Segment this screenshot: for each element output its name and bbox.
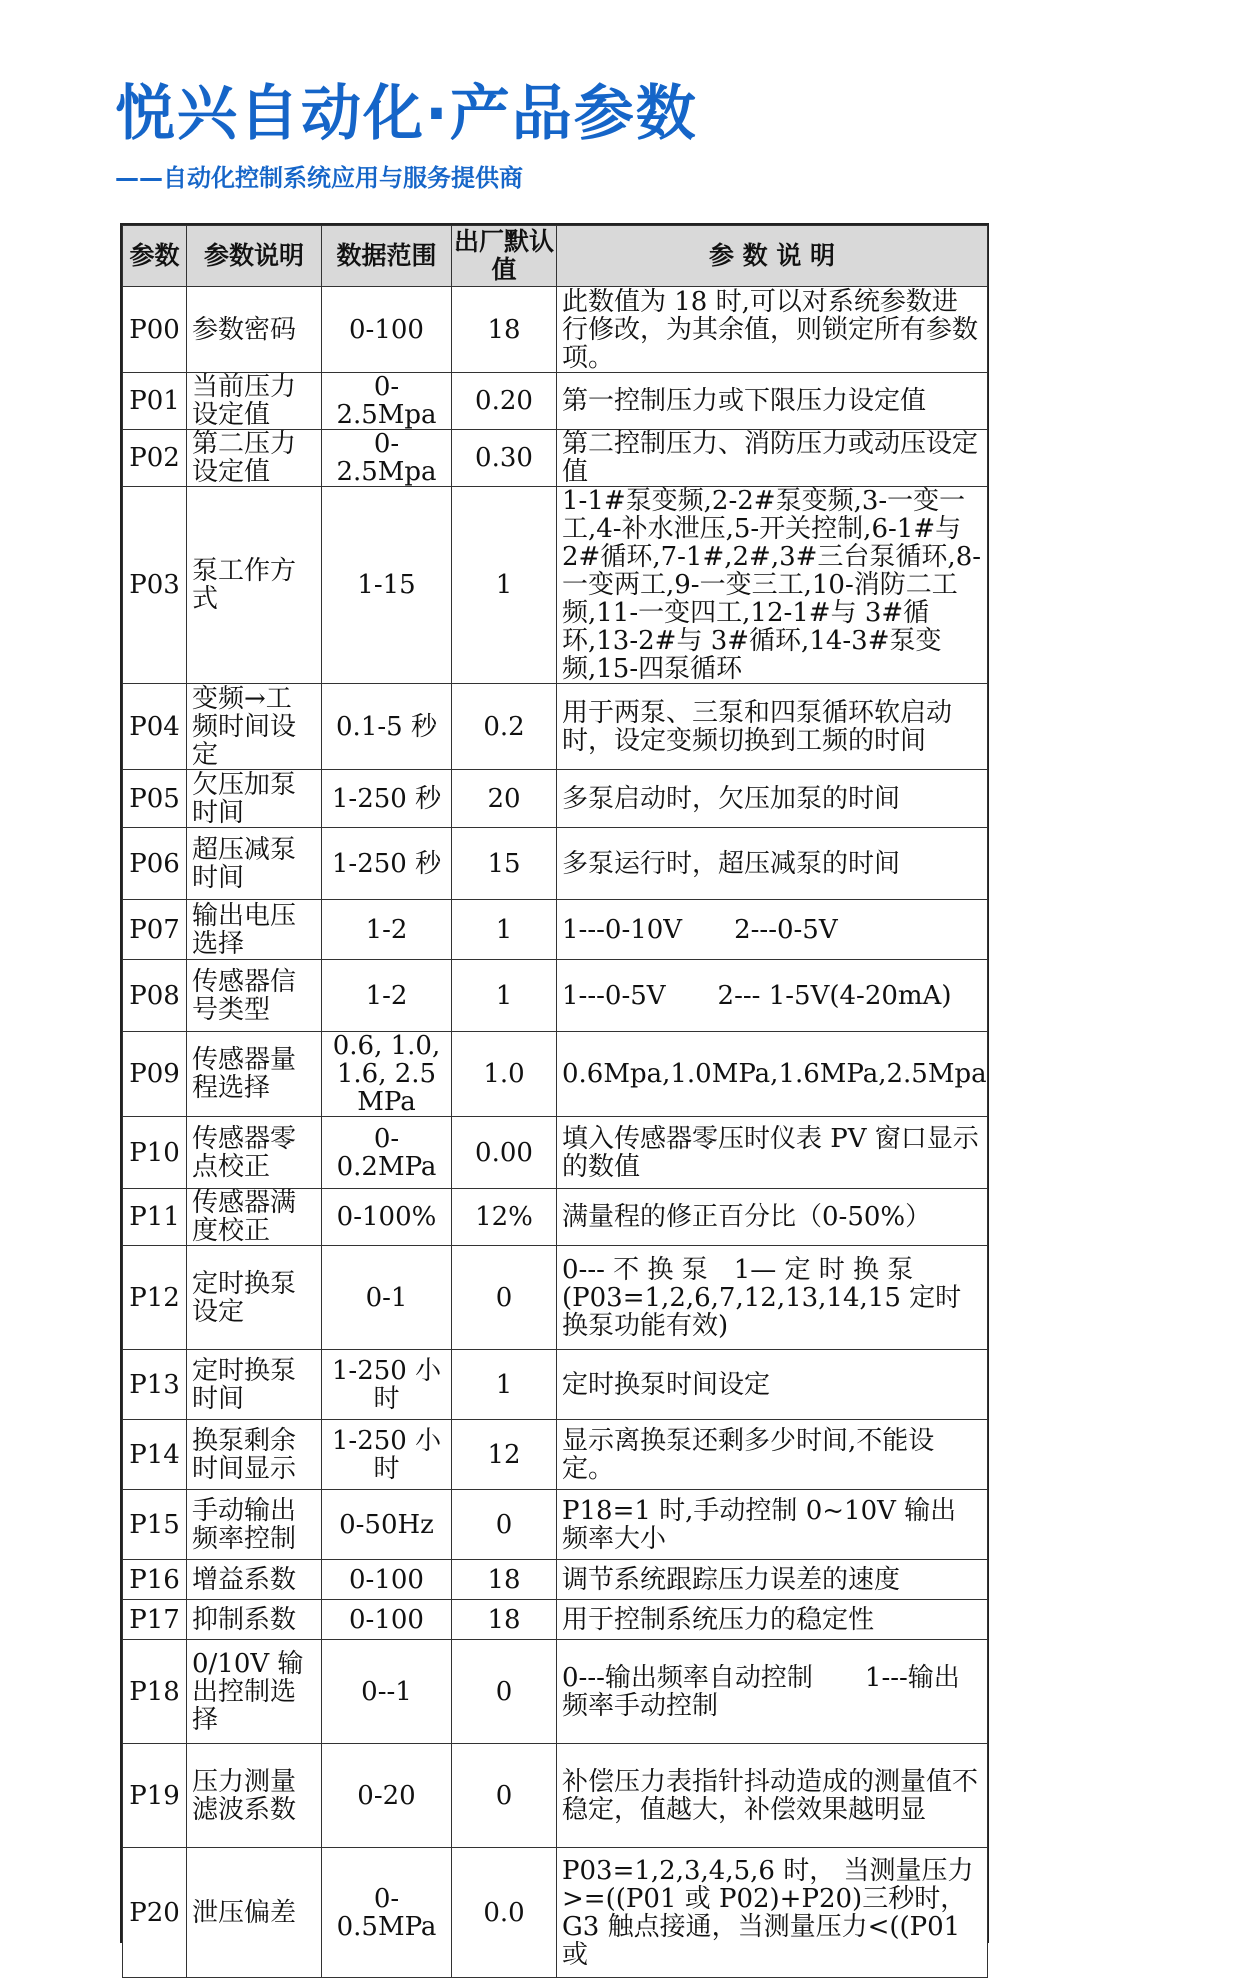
table-row bbox=[123, 1560, 988, 1600]
parameter-table-container bbox=[120, 223, 989, 1970]
cell-desc: 第一控制压力或下限压力设定值 bbox=[557, 373, 988, 430]
table-row bbox=[123, 1350, 988, 1420]
cell-desc: 第二控制压力、消防压力或动压设定值 bbox=[557, 430, 988, 487]
cell-name: 手动输出频率控制 bbox=[187, 1490, 322, 1560]
cell-name: 欠压加泵时间 bbox=[187, 770, 322, 828]
header-default: 出厂默认值 bbox=[452, 226, 557, 287]
cell-name: 超压减泵时间 bbox=[187, 828, 322, 900]
cell-code: P06 bbox=[123, 828, 187, 900]
cell-def: 0.20 bbox=[452, 373, 557, 430]
cell-range: 0-50Hz bbox=[322, 1490, 452, 1560]
cell-range: 1-250 小时 bbox=[322, 1350, 452, 1420]
cell-code: P15 bbox=[123, 1490, 187, 1560]
cell-name: 传感器信号类型 bbox=[187, 960, 322, 1032]
cell-range: 0-2.5Mpa bbox=[322, 373, 452, 430]
cell-code: P04 bbox=[123, 684, 187, 770]
cell-name: 0/10V 输出控制选择 bbox=[187, 1640, 322, 1744]
cell-name: 泄压偏差 bbox=[187, 1848, 322, 1978]
cell-desc: 0---输出频率自动控制 1---输出频率手动控制 bbox=[557, 1640, 988, 1744]
cell-name: 第二压力设定值 bbox=[187, 430, 322, 487]
cell-code: P03 bbox=[123, 487, 187, 684]
cell-code: P10 bbox=[123, 1117, 187, 1189]
cell-code: P17 bbox=[123, 1600, 187, 1640]
cell-range: 1-250 秒 bbox=[322, 770, 452, 828]
header-name: 参数说明 bbox=[187, 226, 322, 287]
cell-desc: 显示离换泵还剩多少时间,不能设定。 bbox=[557, 1420, 988, 1490]
cell-def: 1 bbox=[452, 487, 557, 684]
cell-desc: 多泵启动时，欠压加泵的时间 bbox=[557, 770, 988, 828]
table-row bbox=[123, 287, 988, 373]
cell-range: 0-0.5MPa bbox=[322, 1848, 452, 1978]
cell-code: P08 bbox=[123, 960, 187, 1032]
cell-name: 换泵剩余时间显示 bbox=[187, 1420, 322, 1490]
cell-def: 0 bbox=[452, 1246, 557, 1350]
cell-range: 0-100 bbox=[322, 1600, 452, 1640]
cell-name: 定时换泵设定 bbox=[187, 1246, 322, 1350]
cell-range: 0-2.5Mpa bbox=[322, 430, 452, 487]
cell-code: P01 bbox=[123, 373, 187, 430]
cell-name: 传感器零点校正 bbox=[187, 1117, 322, 1189]
cell-name: 抑制系数 bbox=[187, 1600, 322, 1640]
cell-def: 18 bbox=[452, 287, 557, 373]
cell-desc: 1---0-5V 2--- 1-5V(4-20mA) bbox=[557, 960, 988, 1032]
cell-def: 20 bbox=[452, 770, 557, 828]
table-row bbox=[123, 1117, 988, 1189]
cell-range: 0-100 bbox=[322, 1560, 452, 1600]
cell-desc: 0--- 不 换 泵 1— 定 时 换 泵(P03=1,2,6,7,12,13,14,15 定时换泵功能有效) bbox=[557, 1246, 988, 1350]
table-row bbox=[123, 1490, 988, 1560]
page-title: 悦兴自动化·产品参数 bbox=[115, 79, 698, 149]
cell-code: P13 bbox=[123, 1350, 187, 1420]
cell-range: 0.1-5 秒 bbox=[322, 684, 452, 770]
cell-code: P00 bbox=[123, 287, 187, 373]
header bbox=[115, 78, 698, 193]
cell-def: 0.0 bbox=[452, 1848, 557, 1978]
table-row bbox=[123, 900, 988, 960]
cell-code: P11 bbox=[123, 1189, 187, 1246]
cell-code: P12 bbox=[123, 1246, 187, 1350]
cell-desc: 调节系统跟踪压力误差的速度 bbox=[557, 1560, 988, 1600]
table-row bbox=[123, 1744, 988, 1848]
table-row bbox=[123, 1600, 988, 1640]
cell-desc: 用于两泵、三泵和四泵循环软启动时，设定变频切换到工频的时间 bbox=[557, 684, 988, 770]
cell-code: P20 bbox=[123, 1848, 187, 1978]
table-row bbox=[123, 960, 988, 1032]
cell-code: P16 bbox=[123, 1560, 187, 1600]
cell-desc: 1-1#泵变频,2-2#泵变频,3-一变一工,4-补水泄压,5-开关控制,6-1#与2#循环,7-1#,2#,3#三台泵循环,8-一变两工,9-一变三工,10-消防二工频,11-一变四工,12-1#与 3#循环,13-2#与 3#循环,14-3#泵变频,15-四泵循环 bbox=[557, 487, 988, 684]
page-subtitle: ——自动化控制系统应用与服务提供商 bbox=[115, 164, 523, 192]
cell-range: 1-250 小时 bbox=[322, 1420, 452, 1490]
cell-name: 传感器量程选择 bbox=[187, 1032, 322, 1117]
table-header-row bbox=[123, 226, 988, 287]
cell-name: 输出电压选择 bbox=[187, 900, 322, 960]
cell-range: 0-100 bbox=[322, 287, 452, 373]
cell-def: 1 bbox=[452, 1350, 557, 1420]
cell-name: 增益系数 bbox=[187, 1560, 322, 1600]
cell-def: 1 bbox=[452, 900, 557, 960]
cell-desc: 多泵运行时，超压减泵的时间 bbox=[557, 828, 988, 900]
cell-name: 传感器满度校正 bbox=[187, 1189, 322, 1246]
cell-name: 定时换泵时间 bbox=[187, 1350, 322, 1420]
cell-name: 变频→工频时间设定 bbox=[187, 684, 322, 770]
cell-name: 参数密码 bbox=[187, 287, 322, 373]
cell-range: 0--1 bbox=[322, 1640, 452, 1744]
cell-desc: P18=1 时,手动控制 0~10V 输出频率大小 bbox=[557, 1490, 988, 1560]
table-row bbox=[123, 1032, 988, 1117]
cell-def: 0 bbox=[452, 1744, 557, 1848]
cell-def: 0 bbox=[452, 1490, 557, 1560]
parameter-table bbox=[122, 225, 988, 1978]
cell-range: 1-2 bbox=[322, 960, 452, 1032]
cell-def: 18 bbox=[452, 1600, 557, 1640]
cell-name: 泵工作方式 bbox=[187, 487, 322, 684]
cell-name: 当前压力设定值 bbox=[187, 373, 322, 430]
cell-def: 12 bbox=[452, 1420, 557, 1490]
cell-def: 0.30 bbox=[452, 430, 557, 487]
cell-desc: 此数值为 18 时,可以对系统参数进行修改，为其余值，则锁定所有参数项。 bbox=[557, 287, 988, 373]
table-row bbox=[123, 1246, 988, 1350]
cell-def: 15 bbox=[452, 828, 557, 900]
table-row bbox=[123, 684, 988, 770]
table-row bbox=[123, 1848, 988, 1978]
cell-def: 1 bbox=[452, 960, 557, 1032]
table-row bbox=[123, 1420, 988, 1490]
cell-desc: 填入传感器零压时仪表 PV 窗口显示的数值 bbox=[557, 1117, 988, 1189]
header-range: 数据范围 bbox=[322, 226, 452, 287]
cell-def: 12% bbox=[452, 1189, 557, 1246]
table-row bbox=[123, 487, 988, 684]
cell-range: 0-20 bbox=[322, 1744, 452, 1848]
cell-range: 1-250 秒 bbox=[322, 828, 452, 900]
table-row bbox=[123, 430, 988, 487]
cell-code: P18 bbox=[123, 1640, 187, 1744]
cell-code: P02 bbox=[123, 430, 187, 487]
table-row bbox=[123, 828, 988, 900]
cell-desc: P03=1,2,3,4,5,6 时， 当测量压力>=((P01 或 P02)+P20)三秒时，G3 触点接通，当测量压力<((P01 或 bbox=[557, 1848, 988, 1978]
cell-desc: 满量程的修正百分比（0-50%） bbox=[557, 1189, 988, 1246]
cell-range: 1-2 bbox=[322, 900, 452, 960]
table-row bbox=[123, 1189, 988, 1246]
cell-range: 1-15 bbox=[322, 487, 452, 684]
cell-range: 0.6, 1.0, 1.6, 2.5 MPa bbox=[322, 1032, 452, 1117]
cell-desc: 0.6Mpa,1.0MPa,1.6MPa,2.5Mpa bbox=[557, 1032, 988, 1117]
cell-def: 1.0 bbox=[452, 1032, 557, 1117]
cell-desc: 补偿压力表指针抖动造成的测量值不稳定，值越大，补偿效果越明显 bbox=[557, 1744, 988, 1848]
cell-def: 0.2 bbox=[452, 684, 557, 770]
cell-code: P14 bbox=[123, 1420, 187, 1490]
cell-name: 压力测量滤波系数 bbox=[187, 1744, 322, 1848]
cell-code: P09 bbox=[123, 1032, 187, 1117]
table-row bbox=[123, 1640, 988, 1744]
cell-range: 0-1 bbox=[322, 1246, 452, 1350]
table-row bbox=[123, 373, 988, 430]
cell-desc: 1---0-10V 2---0-5V bbox=[557, 900, 988, 960]
cell-def: 18 bbox=[452, 1560, 557, 1600]
cell-code: P05 bbox=[123, 770, 187, 828]
cell-desc: 定时换泵时间设定 bbox=[557, 1350, 988, 1420]
table-row bbox=[123, 770, 988, 828]
header-code: 参数 bbox=[123, 226, 187, 287]
cell-range: 0-100% bbox=[322, 1189, 452, 1246]
header-description: 参 数 说 明 bbox=[557, 226, 988, 287]
cell-def: 0.00 bbox=[452, 1117, 557, 1189]
cell-def: 0 bbox=[452, 1640, 557, 1744]
cell-desc: 用于控制系统压力的稳定性 bbox=[557, 1600, 988, 1640]
cell-code: P19 bbox=[123, 1744, 187, 1848]
cell-range: 0-0.2MPa bbox=[322, 1117, 452, 1189]
cell-code: P07 bbox=[123, 900, 187, 960]
